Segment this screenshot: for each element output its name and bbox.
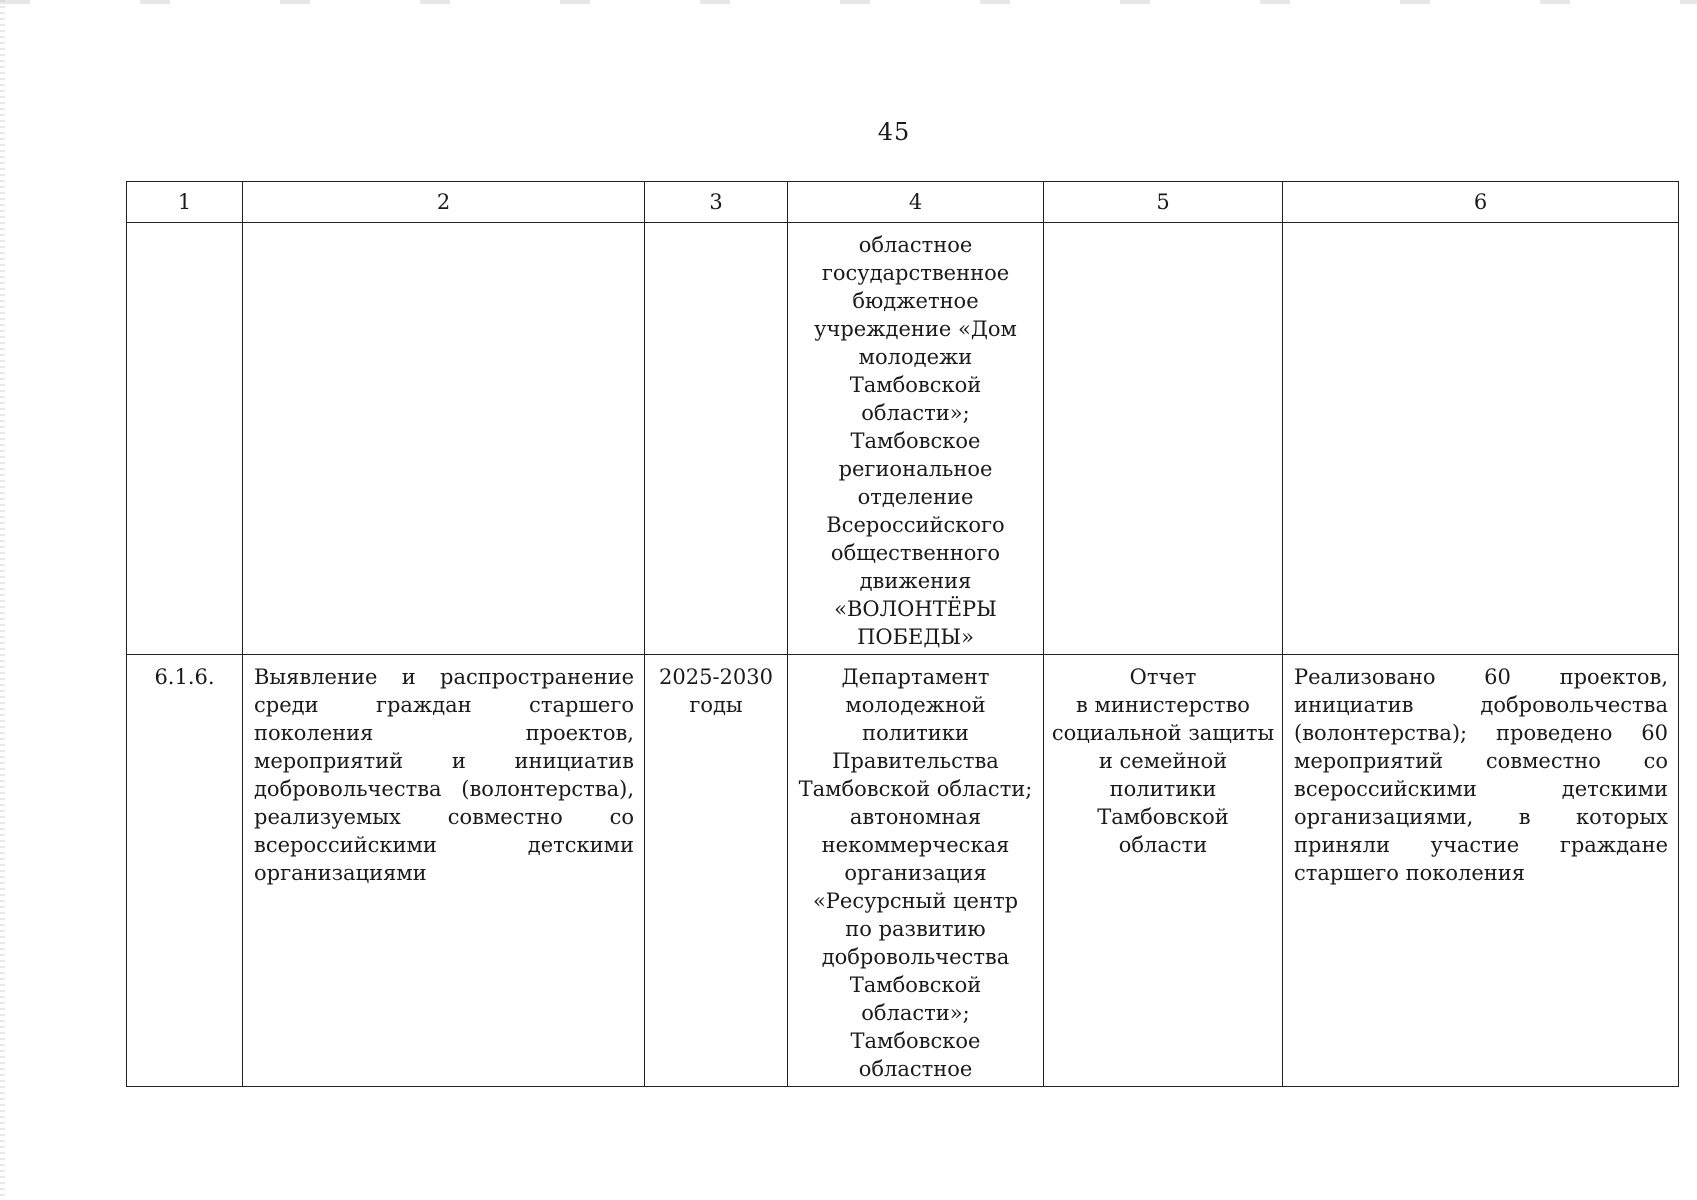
report-line: Тамбовской области: [1097, 805, 1229, 857]
scan-top-edge-artifact: [0, 0, 1697, 4]
row-number: 6.1.6.: [127, 655, 243, 1087]
column-header-2: 2: [243, 182, 645, 223]
executor-line: по развитию: [845, 917, 986, 941]
row-report: [1044, 655, 1283, 1087]
executor-line: Правительства: [832, 749, 999, 773]
executor-line: молодежи: [858, 345, 973, 369]
executor-line: учреждение «Дом: [814, 317, 1017, 341]
executor-line: Тамбовской области;: [798, 777, 1033, 801]
header-row: [127, 182, 1679, 223]
executor-line: областное: [858, 233, 973, 257]
executor-line: некоммерческая: [821, 833, 1010, 857]
cont-cell-number: [127, 223, 243, 655]
report-line: в министерство: [1076, 693, 1250, 717]
executor-line: Тамбовской: [849, 373, 982, 397]
executor-line: региональное: [838, 457, 993, 481]
row-executors: [788, 655, 1044, 1087]
executor-line: молодежной: [845, 693, 986, 717]
column-header-5: 5: [1044, 182, 1283, 223]
report-line: социальной защиты: [1051, 721, 1275, 745]
executor-line: Всероссийского: [826, 513, 1005, 537]
executor-line: общественного: [830, 541, 1001, 565]
cont-cell-description: [243, 223, 645, 655]
row-period: [645, 655, 788, 1087]
report-line: Отчет: [1129, 665, 1197, 689]
executor-line: ПОБЕДЫ»: [857, 625, 974, 649]
executor-line: государственное: [821, 261, 1010, 285]
page-number: 45: [877, 118, 911, 146]
executor-line: Департамент: [841, 665, 990, 689]
executor-line: движения: [859, 569, 972, 593]
executor-line: политики: [862, 721, 969, 745]
table-row-6-1-6: [127, 655, 1679, 1087]
executor-line: «Ресурсный центр: [812, 889, 1019, 913]
executor-line: «ВОЛОНТЁРЫ: [834, 597, 997, 621]
row-result: Реализовано 60 проектов, инициатив добровольчества (волонтерства); проведено 60 мероприятий совместно со всероссийскими детскими организациями, в которых приняли участие граждане старшего поколения: [1283, 655, 1679, 1087]
continuation-row: [127, 223, 1679, 655]
cont-cell-executors: [788, 223, 1044, 655]
executor-line: Тамбовской: [849, 973, 982, 997]
column-header-3: 3: [645, 182, 788, 223]
cont-cell-period: [645, 223, 788, 655]
executor-line: области»;: [861, 1001, 970, 1025]
executor-line: добровольчества: [821, 945, 1010, 969]
cont-cell-result: [1283, 223, 1679, 655]
executor-line: отделение: [857, 485, 974, 509]
column-header-6: 6: [1283, 182, 1679, 223]
period-line: годы: [689, 693, 743, 717]
scan-edge-artifact: [0, 0, 5, 1200]
executor-line: организация: [844, 861, 987, 885]
period-line: 2025-2030: [659, 665, 773, 689]
executor-line: области»;: [861, 401, 970, 425]
executor-line: Тамбовское: [850, 1029, 981, 1053]
executor-line: Тамбовское: [850, 429, 981, 453]
column-header-1: 1: [127, 182, 243, 223]
executor-line: бюджетное: [852, 289, 979, 313]
cont-cell-report: [1044, 223, 1283, 655]
row-description: Выявление и распространение среди граждан старшего поколения проектов, мероприятий и инициатив добровольчества (волонтерства), реализуемых совместно со всероссийскими детскими организациями: [243, 655, 645, 1087]
program-table: [126, 181, 1679, 1087]
column-header-4: 4: [788, 182, 1044, 223]
report-line: политики: [1109, 777, 1217, 801]
executor-line: областное: [858, 1057, 973, 1081]
executor-line: автономная: [849, 805, 982, 829]
report-line: и семейной: [1098, 749, 1228, 773]
